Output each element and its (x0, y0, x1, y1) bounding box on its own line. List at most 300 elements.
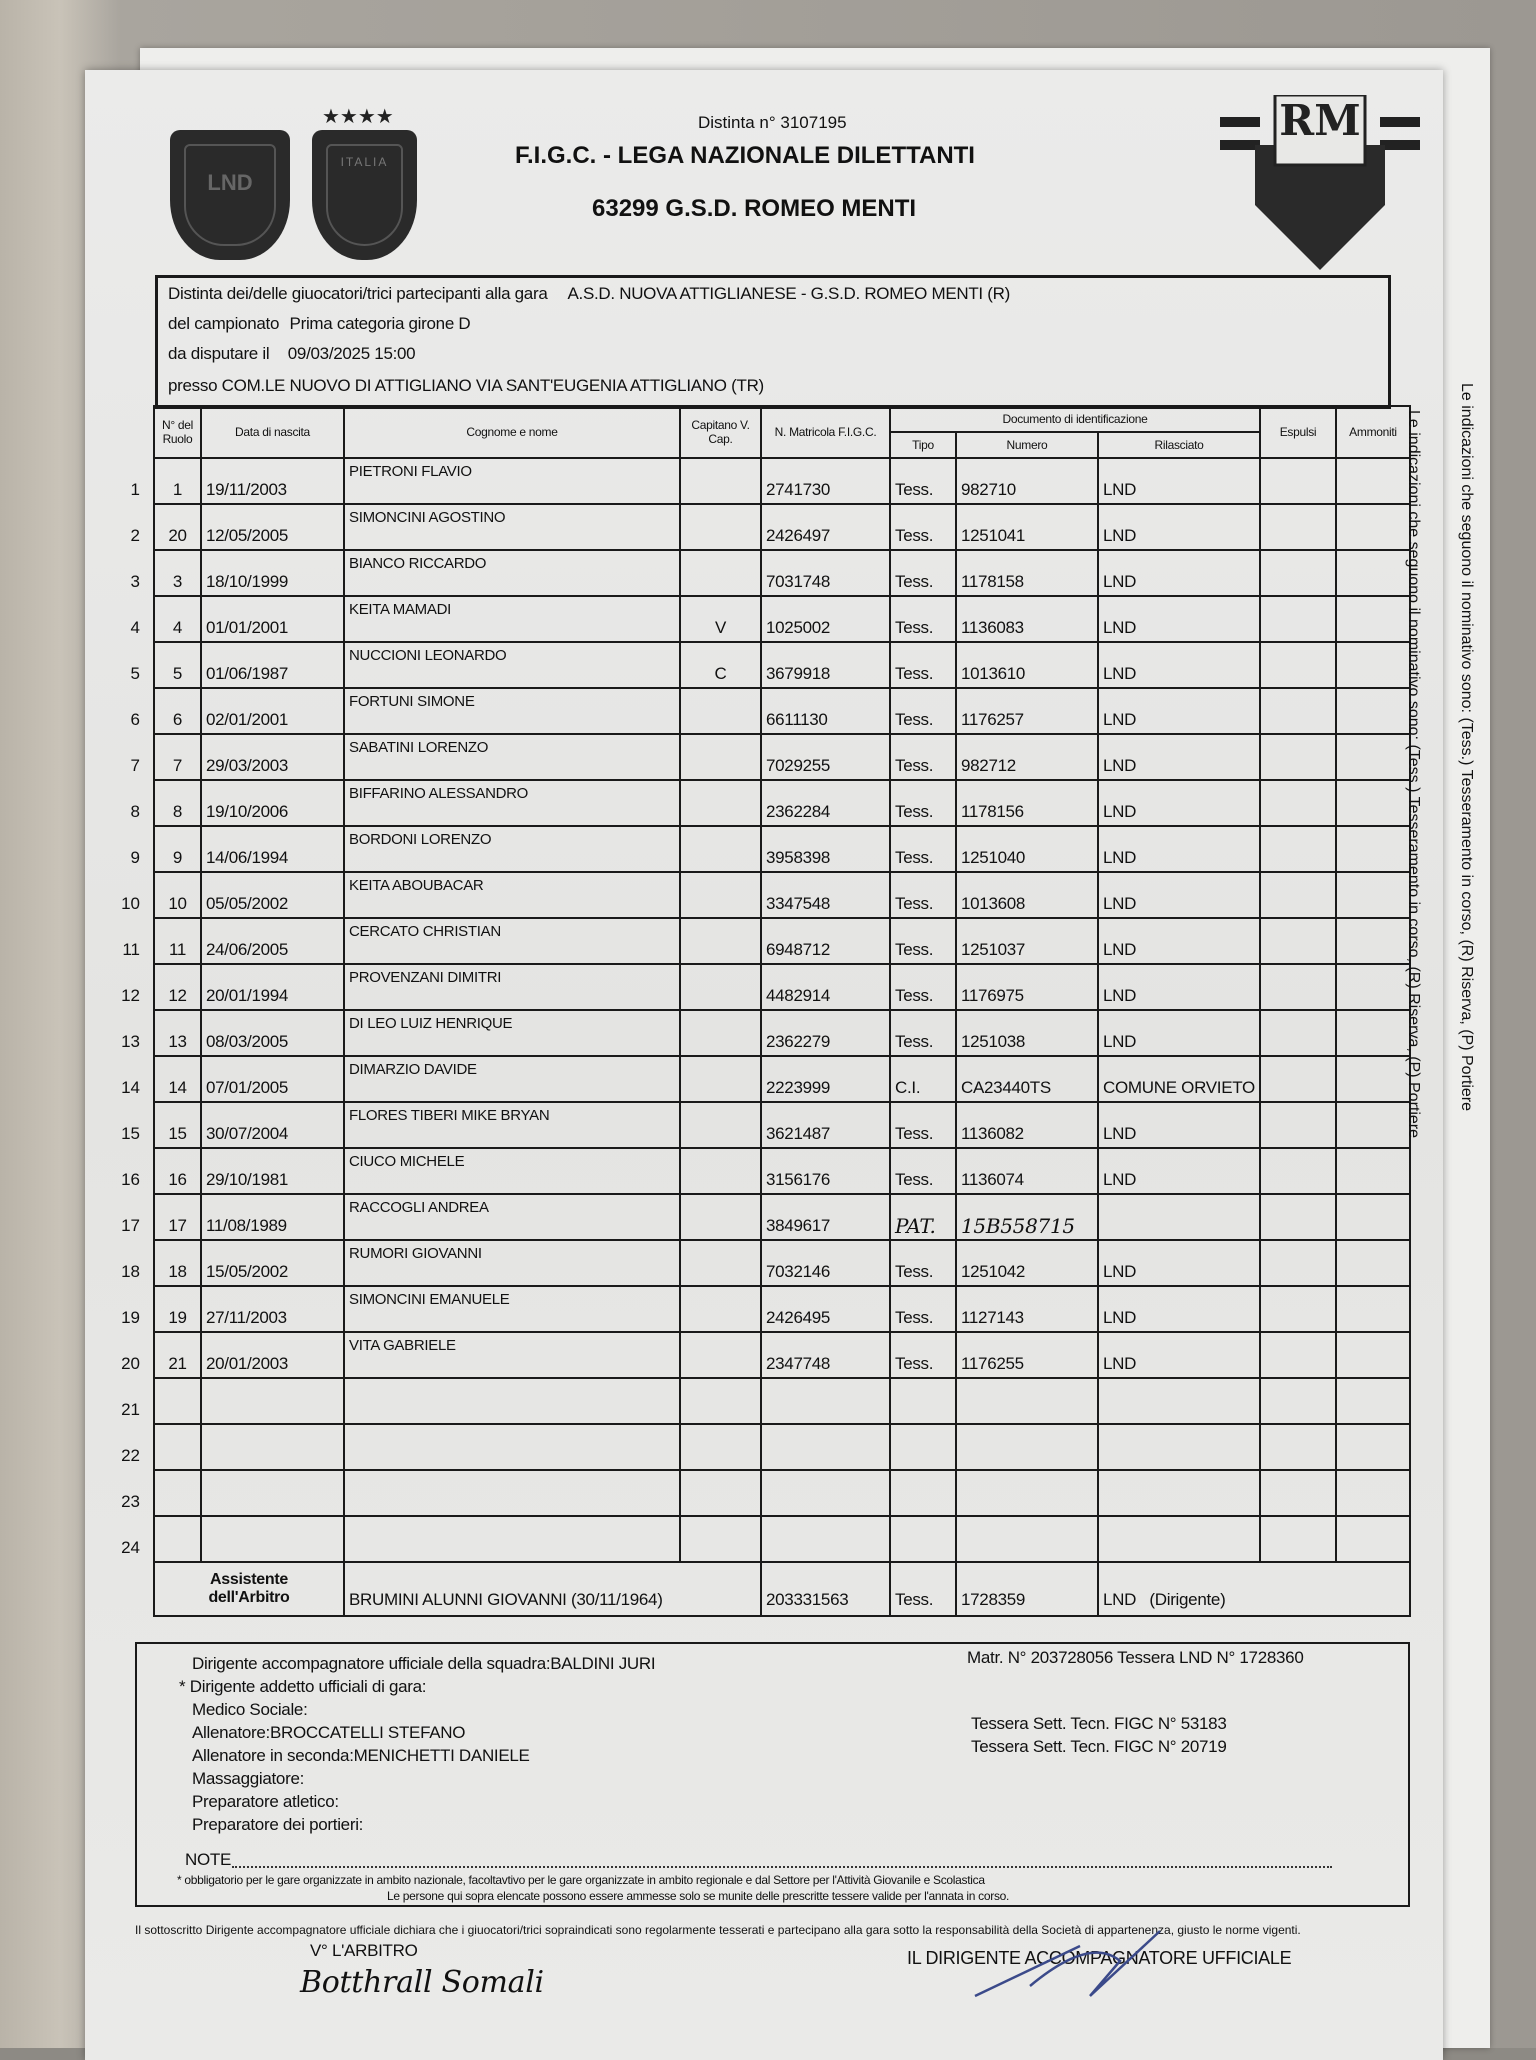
captain-cell (680, 458, 761, 504)
espulsi-cell (1260, 688, 1336, 734)
birth-cell: 19/11/2003 (201, 458, 344, 504)
birth-cell: 11/08/1989 (201, 1194, 344, 1240)
matricola-cell: 2223999 (761, 1056, 890, 1102)
dirigente-line: Dirigente accompagnatore ufficiale della squadra:BALDINI JURI (192, 1654, 656, 1673)
doc-number-cell: 982710 (956, 458, 1098, 504)
ammoniti-cell (1336, 1194, 1410, 1240)
birth-cell: 30/07/2004 (201, 1102, 344, 1148)
matricola-cell: 2426495 (761, 1286, 890, 1332)
date-value: 09/03/2025 15:00 (287, 344, 416, 363)
name-cell: VITA GABRIELE (344, 1332, 680, 1378)
assistant-doc-number: 1728359 (956, 1562, 1098, 1616)
player-row (154, 1470, 1410, 1516)
ruolo-cell: 10 (154, 872, 201, 918)
birth-cell: 05/05/2002 (201, 872, 344, 918)
row-number: 7 (130, 756, 140, 775)
row-number: 24 (121, 1538, 140, 1557)
player-row (154, 688, 1410, 734)
doc-type-cell: Tess. (890, 1148, 956, 1194)
ruolo-cell: 3 (154, 550, 201, 596)
col-numero: Numero (956, 432, 1098, 458)
captain-cell (680, 872, 761, 918)
ammoniti-cell (1336, 964, 1410, 1010)
assistant-label-2: dell'Arbitro (208, 1589, 290, 1606)
name-cell: FLORES TIBERI MIKE BRYAN (344, 1102, 680, 1148)
matricola-cell: 6611130 (761, 688, 890, 734)
captain-cell (680, 1378, 761, 1424)
doc-type-cell: Tess. (890, 1010, 956, 1056)
player-row (154, 1102, 1410, 1148)
ammoniti-cell (1336, 458, 1410, 504)
distinta-number: Distinta n° 3107195 (698, 113, 847, 132)
championship-value: Prima categoria girone D (289, 314, 471, 333)
name-cell: KEITA MAMADI (344, 596, 680, 642)
org-title: F.I.G.C. - LEGA NAZIONALE DILETTANTI (515, 142, 975, 169)
player-row (154, 780, 1410, 826)
issued-cell: LND (1098, 826, 1260, 872)
doc-number-cell: 1251042 (956, 1240, 1098, 1286)
issued-cell: LND (1098, 550, 1260, 596)
star-icon: ★★★★ (322, 106, 394, 128)
name-cell: FORTUNI SIMONE (344, 688, 680, 734)
ruolo-cell (154, 1424, 201, 1470)
player-row (154, 458, 1410, 504)
matricola-cell: 7031748 (761, 550, 890, 596)
matricola-cell: 1025002 (761, 596, 890, 642)
match-value: A.S.D. NUOVA ATTIGLIANESE - G.S.D. ROMEO MENTI (R) (567, 284, 1010, 303)
figc-logo (312, 130, 417, 260)
doc-type-cell: Tess. (890, 550, 956, 596)
ammoniti-cell (1336, 872, 1410, 918)
row-number: 17 (121, 1216, 140, 1235)
captain-cell (680, 504, 761, 550)
name-cell: SIMONCINI EMANUELE (344, 1286, 680, 1332)
doc-number-cell: 1251038 (956, 1010, 1098, 1056)
official-signature (970, 1926, 1170, 2006)
club-title: 63299 G.S.D. ROMEO MENTI (592, 195, 917, 222)
birth-cell (201, 1470, 344, 1516)
player-row (154, 596, 1410, 642)
issued-cell: LND (1098, 1010, 1260, 1056)
captain-cell (680, 1424, 761, 1470)
name-cell (344, 1424, 680, 1470)
issued-cell (1098, 1470, 1260, 1516)
ammoniti-cell (1336, 642, 1410, 688)
doc-type-cell: Tess. (890, 826, 956, 872)
allenatore-line: Allenatore:BROCCATELLI STEFANO (192, 1723, 466, 1742)
allenatore-tessera: Tessera Sett. Tecn. FIGC N° 53183 (971, 1714, 1227, 1733)
col-birth: Data di nascita (201, 406, 344, 458)
doc-number-cell (956, 1424, 1098, 1470)
ammoniti-cell (1336, 550, 1410, 596)
doc-type-cell: Tess. (890, 458, 956, 504)
name-cell (344, 1470, 680, 1516)
doc-type-cell: Tess. (890, 1240, 956, 1286)
ammoniti-cell (1336, 1516, 1410, 1562)
matricola-cell: 3156176 (761, 1148, 890, 1194)
issued-cell: LND (1098, 1102, 1260, 1148)
doc-number-cell: 1127143 (956, 1286, 1098, 1332)
birth-cell: 02/01/2001 (201, 688, 344, 734)
birth-cell (201, 1516, 344, 1562)
doc-number-cell: 15B558715 (956, 1194, 1098, 1240)
championship-label: del campionato (168, 314, 280, 333)
name-cell: CIUCO MICHELE (344, 1148, 680, 1194)
col-ruolo: N° del Ruolo (154, 406, 201, 458)
matricola-cell: 2426497 (761, 504, 890, 550)
col-captain: Capitano V. Cap. (680, 406, 761, 458)
issued-cell (1098, 1424, 1260, 1470)
player-row (154, 734, 1410, 780)
captain-cell (680, 1332, 761, 1378)
espulsi-cell (1260, 1056, 1336, 1102)
ammoniti-cell (1336, 1010, 1410, 1056)
row-number: 10 (121, 894, 140, 913)
issued-cell (1098, 1194, 1260, 1240)
espulsi-cell (1260, 596, 1336, 642)
issued-cell: LND (1098, 642, 1260, 688)
staff-box (135, 1642, 1410, 1907)
issued-cell: LND (1098, 1240, 1260, 1286)
player-row (154, 550, 1410, 596)
doc-type-cell: Tess. (890, 504, 956, 550)
birth-cell: 15/05/2002 (201, 1240, 344, 1286)
row-number: 3 (130, 572, 140, 591)
player-row (154, 1240, 1410, 1286)
doc-number-cell (956, 1516, 1098, 1562)
issued-cell: LND (1098, 1332, 1260, 1378)
doc-type-cell: Tess. (890, 1286, 956, 1332)
birth-cell: 01/01/2001 (201, 596, 344, 642)
issued-cell (1098, 1516, 1260, 1562)
ammoniti-cell (1336, 1332, 1410, 1378)
issued-cell: LND (1098, 688, 1260, 734)
doc-number-cell: 1013608 (956, 872, 1098, 918)
ammoniti-cell (1336, 1240, 1410, 1286)
doc-number-cell: 1178156 (956, 780, 1098, 826)
row-number: 6 (130, 710, 140, 729)
matricola-cell: 3347548 (761, 872, 890, 918)
issued-cell: LND (1098, 504, 1260, 550)
dirigente-tessera: Matr. N° 203728056 Tessera LND N° 1728360 (967, 1648, 1304, 1667)
captain-cell (680, 1516, 761, 1562)
name-cell: BIANCO RICCARDO (344, 550, 680, 596)
ammoniti-cell (1336, 504, 1410, 550)
venue-value: COM.LE NUOVO DI ATTIGLIANO VIA SANT'EUGENIA ATTIGLIANO (TR) (221, 376, 764, 395)
ruolo-cell (154, 1378, 201, 1424)
medico-line: Medico Sociale: (192, 1700, 308, 1719)
col-tipo: Tipo (890, 432, 956, 458)
matricola-cell: 3679918 (761, 642, 890, 688)
doc-number-cell: 1176255 (956, 1332, 1098, 1378)
captain-cell: V (680, 596, 761, 642)
doc-number-cell: 1136082 (956, 1102, 1098, 1148)
doc-type-cell: Tess. (890, 1332, 956, 1378)
captain-cell: C (680, 642, 761, 688)
assistant-issued: LND (Dirigente) (1098, 1562, 1410, 1616)
issued-cell: LND (1098, 1286, 1260, 1332)
romeo-menti-logo (1220, 95, 1420, 270)
espulsi-cell (1260, 504, 1336, 550)
player-row (154, 1194, 1410, 1240)
figc-logo-text: ITALIA (340, 155, 389, 169)
doc-number-cell: 1013610 (956, 642, 1098, 688)
doc-number-cell: 1251037 (956, 918, 1098, 964)
doc-number-cell: 1251040 (956, 826, 1098, 872)
doc-number-cell (956, 1470, 1098, 1516)
doc-number-cell: 1178158 (956, 550, 1098, 596)
doc-type-cell: PAT. (890, 1194, 956, 1240)
birth-cell: 01/06/1987 (201, 642, 344, 688)
player-row (154, 1516, 1410, 1562)
matricola-cell: 4482914 (761, 964, 890, 1010)
portieri-line: Preparatore dei portieri: (192, 1815, 364, 1834)
doc-number-cell: 1136083 (956, 596, 1098, 642)
lnd-logo (170, 130, 290, 260)
issued-cell: LND (1098, 964, 1260, 1010)
birth-cell: 14/06/1994 (201, 826, 344, 872)
assistant-label-1: Assistente (210, 1571, 288, 1588)
espulsi-cell (1260, 1010, 1336, 1056)
matricola-cell: 2362279 (761, 1010, 890, 1056)
captain-cell (680, 826, 761, 872)
row-number: 11 (122, 940, 140, 959)
espulsi-cell (1260, 458, 1336, 504)
ruolo-cell: 13 (154, 1010, 201, 1056)
captain-cell (680, 1102, 761, 1148)
matricola-cell: 3849617 (761, 1194, 890, 1240)
birth-cell (201, 1424, 344, 1470)
ammoniti-cell (1336, 1056, 1410, 1102)
espulsi-cell (1260, 918, 1336, 964)
espulsi-cell (1260, 1102, 1336, 1148)
name-cell: PROVENZANI DIMITRI (344, 964, 680, 1010)
doc-type-cell: Tess. (890, 780, 956, 826)
player-row (154, 1424, 1410, 1470)
doc-number-cell (956, 1378, 1098, 1424)
matricola-cell (761, 1470, 890, 1516)
ruolo-cell: 17 (154, 1194, 201, 1240)
doc-type-cell (890, 1424, 956, 1470)
massaggiatore-line: Massaggiatore: (192, 1769, 305, 1788)
espulsi-cell (1260, 872, 1336, 918)
venue-label: presso (168, 376, 218, 395)
row-number: 21 (121, 1400, 140, 1419)
espulsi-cell (1260, 642, 1336, 688)
espulsi-cell (1260, 734, 1336, 780)
ammoniti-cell (1336, 596, 1410, 642)
match-label: Distinta dei/delle giuocatori/trici partecipanti alla gara (168, 284, 548, 303)
row-number: 4 (130, 618, 140, 637)
referee-label: V° L'ARBITRO (310, 1941, 418, 1960)
ruolo-cell (154, 1516, 201, 1562)
issued-cell: LND (1098, 780, 1260, 826)
row-number: 12 (121, 986, 140, 1005)
birth-cell: 08/03/2005 (201, 1010, 344, 1056)
ruolo-cell: 21 (154, 1332, 201, 1378)
secondo-line: Allenatore in seconda:MENICHETTI DANIELE (192, 1746, 530, 1765)
name-cell (344, 1516, 680, 1562)
col-document: Documento di identificazione (890, 406, 1260, 432)
ammoniti-cell (1336, 1102, 1410, 1148)
ammoniti-cell (1336, 1470, 1410, 1516)
matricola-cell: 6948712 (761, 918, 890, 964)
back-side-note: Le indicazioni che seguono il nominativo sono: (Tess.) Tesseramento in corso, (R) Riserva, (P) Portiere (1458, 383, 1475, 1112)
captain-cell (680, 1056, 761, 1102)
name-cell: SIMONCINI AGOSTINO (344, 504, 680, 550)
col-name: Cognome e nome (344, 406, 680, 458)
name-cell: SABATINI LORENZO (344, 734, 680, 780)
player-row (154, 872, 1410, 918)
player-row (154, 1148, 1410, 1194)
captain-cell (680, 1286, 761, 1332)
matricola-cell: 7029255 (761, 734, 890, 780)
col-matricola: N. Matricola F.I.G.C. (761, 406, 890, 458)
doc-type-cell: Tess. (890, 688, 956, 734)
addetto-line: * Dirigente addetto ufficiali di gara: (179, 1677, 427, 1696)
espulsi-cell (1260, 1332, 1336, 1378)
espulsi-cell (1260, 1470, 1336, 1516)
birth-cell: 19/10/2006 (201, 780, 344, 826)
doc-number-cell: CA23440TS (956, 1056, 1098, 1102)
name-cell: BORDONI LORENZO (344, 826, 680, 872)
row-number: 20 (121, 1354, 140, 1373)
birth-cell: 07/01/2005 (201, 1056, 344, 1102)
name-cell: BIFFARINO ALESSANDRO (344, 780, 680, 826)
row-number: 1 (130, 480, 140, 499)
doc-type-cell (890, 1378, 956, 1424)
ruolo-cell: 19 (154, 1286, 201, 1332)
assistant-name: BRUMINI ALUNNI GIOVANNI (30/11/1964) (344, 1562, 761, 1616)
date-label: da disputare il (168, 344, 270, 363)
row-number: 15 (121, 1124, 140, 1143)
captain-cell (680, 780, 761, 826)
row-number: 5 (130, 664, 140, 683)
row-number: 13 (121, 1032, 140, 1051)
birth-cell: 20/01/1994 (201, 964, 344, 1010)
issued-cell: LND (1098, 458, 1260, 504)
referee-signature: Botthrall Somali (300, 1965, 544, 2000)
espulsi-cell (1260, 1148, 1336, 1194)
ruolo-cell: 8 (154, 780, 201, 826)
birth-cell: 12/05/2005 (201, 504, 344, 550)
ruolo-cell: 16 (154, 1148, 201, 1194)
issued-cell (1098, 1378, 1260, 1424)
name-cell: DI LEO LUIZ HENRIQUE (344, 1010, 680, 1056)
row-number: 22 (121, 1446, 140, 1465)
ruolo-cell: 9 (154, 826, 201, 872)
ammoniti-cell (1336, 918, 1410, 964)
col-rilasciato: Rilasciato (1098, 432, 1260, 458)
matricola-cell (761, 1424, 890, 1470)
row-number: 18 (121, 1262, 140, 1281)
row-number: 2 (130, 526, 140, 545)
captain-cell (680, 1194, 761, 1240)
espulsi-cell (1260, 1516, 1336, 1562)
assistant-label (154, 1562, 344, 1616)
ruolo-cell: 15 (154, 1102, 201, 1148)
row-number: 8 (130, 802, 140, 821)
player-row (154, 1286, 1410, 1332)
row-number: 9 (130, 848, 140, 867)
note-dotted-line (232, 1866, 1332, 1868)
row-number: 23 (121, 1492, 140, 1511)
birth-cell: 29/10/1981 (201, 1148, 344, 1194)
ruolo-cell: 4 (154, 596, 201, 642)
doc-type-cell: C.I. (890, 1056, 956, 1102)
col-ammoniti: Ammoniti (1336, 406, 1410, 458)
captain-cell (680, 1148, 761, 1194)
matricola-cell: 3958398 (761, 826, 890, 872)
issued-cell: COMUNE ORVIETO (1098, 1056, 1260, 1102)
players-table (153, 405, 1411, 1617)
birth-cell: 27/11/2003 (201, 1286, 344, 1332)
row-number: 14 (121, 1078, 140, 1097)
issued-cell: LND (1098, 918, 1260, 964)
player-row (154, 964, 1410, 1010)
ruolo-cell: 11 (154, 918, 201, 964)
assistant-doc-type: Tess. (890, 1562, 956, 1616)
declaration-text: Il sottoscritto Dirigente accompagnatore ufficiale dichiara che i giuocatori/trici sopraindicati sono regolarmente tesserati e partecipano alla gara sotto la responsabilità della Società di appartenenza, giusto le norme vigenti. (135, 1923, 1301, 1937)
footnote-2: Le persone qui sopra elencate possono essere ammesse solo se munite delle prescritte tessere valide per l'annata in corso. (387, 1889, 1010, 1903)
matricola-cell: 3621487 (761, 1102, 890, 1148)
player-row (154, 1332, 1410, 1378)
name-cell: PIETRONI FLAVIO (344, 458, 680, 504)
espulsi-cell (1260, 1286, 1336, 1332)
captain-cell (680, 1010, 761, 1056)
birth-cell: 24/06/2005 (201, 918, 344, 964)
secondo-tessera: Tessera Sett. Tecn. FIGC N° 20719 (971, 1737, 1227, 1756)
player-row (154, 1010, 1410, 1056)
name-cell (344, 1378, 680, 1424)
doc-number-cell: 1176257 (956, 688, 1098, 734)
side-note: Le indicazioni che seguono il nominativo sono: (Tess.) Tesseramento in corso, (R) Riserva, (P) Portiere (1405, 410, 1422, 1139)
ammoniti-cell (1336, 1148, 1410, 1194)
player-row (154, 642, 1410, 688)
doc-type-cell: Tess. (890, 918, 956, 964)
ammoniti-cell (1336, 688, 1410, 734)
doc-number-cell: 1251041 (956, 504, 1098, 550)
row-number: 16 (121, 1170, 140, 1189)
espulsi-cell (1260, 1424, 1336, 1470)
birth-cell: 20/01/2003 (201, 1332, 344, 1378)
issued-cell: LND (1098, 596, 1260, 642)
matricola-cell: 7032146 (761, 1240, 890, 1286)
doc-number-cell: 982712 (956, 734, 1098, 780)
issued-cell: LND (1098, 1148, 1260, 1194)
ammoniti-cell (1336, 1378, 1410, 1424)
ruolo-cell: 5 (154, 642, 201, 688)
ammoniti-cell (1336, 826, 1410, 872)
captain-cell (680, 550, 761, 596)
ammoniti-cell (1336, 1424, 1410, 1470)
captain-cell (680, 964, 761, 1010)
doc-type-cell: Tess. (890, 596, 956, 642)
captain-cell (680, 734, 761, 780)
captain-cell (680, 688, 761, 734)
official-label: IL DIRIGENTE ACCOMPAGNATORE UFFICIALE (907, 1948, 1292, 1968)
ruolo-cell: 6 (154, 688, 201, 734)
issued-cell: LND (1098, 734, 1260, 780)
name-cell: RACCOGLI ANDREA (344, 1194, 680, 1240)
ruolo-cell: 1 (154, 458, 201, 504)
assistant-matricola: 203331563 (761, 1562, 890, 1616)
espulsi-cell (1260, 1378, 1336, 1424)
player-row (154, 504, 1410, 550)
espulsi-cell (1260, 1194, 1336, 1240)
rm-logo-text: RM (1279, 96, 1361, 145)
birth-cell (201, 1378, 344, 1424)
